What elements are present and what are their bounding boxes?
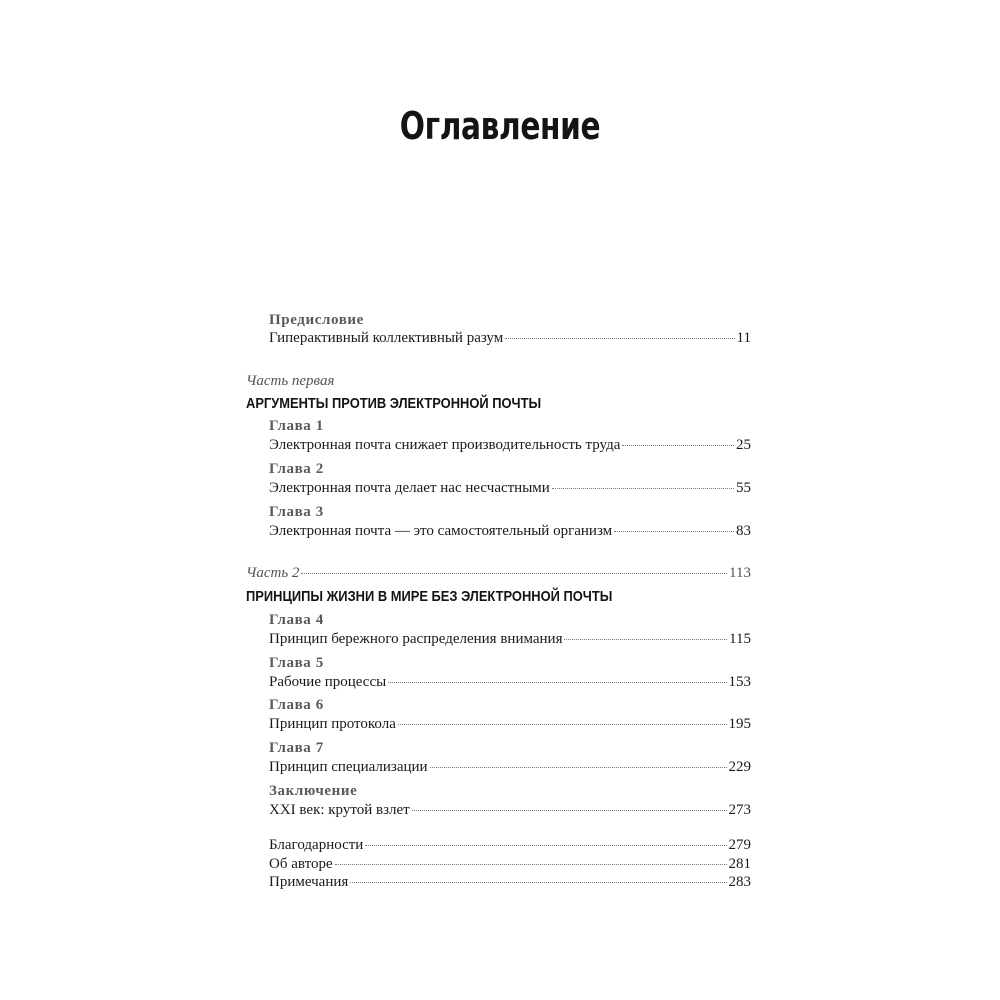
- dot-leader: [552, 488, 734, 489]
- toc-entry-chapter-6[interactable]: [269, 716, 751, 733]
- dot-leader: [412, 810, 727, 811]
- toc-entry-chapter-3[interactable]: [269, 523, 751, 540]
- toc-entry-chapter-2[interactable]: [269, 480, 751, 497]
- toc-entry-page: 229: [728, 759, 751, 775]
- toc-entry-page: 83: [736, 523, 751, 539]
- toc-entry-page: 279: [728, 837, 751, 853]
- toc-entry-title: Принцип протокола: [269, 716, 396, 732]
- toc-entry-page: 281: [728, 856, 751, 872]
- dot-leader: [388, 682, 726, 683]
- part2-heading: ПРИНЦИПЫ ЖИЗНИ В МИРЕ БЕЗ ЭЛЕКТРОННОЙ ПОЧТЫ: [246, 588, 613, 605]
- dot-leader: [614, 531, 734, 532]
- chapter-7-label: Глава 7: [269, 740, 324, 756]
- toc-entry-page: 113: [729, 565, 751, 581]
- toc-entry-page: 153: [728, 674, 751, 690]
- toc-entry-title: Принцип бережного распределения внимания: [269, 631, 563, 647]
- toc-entry-title: Примечания: [269, 874, 349, 890]
- toc-entry-title: Электронная почта делает нас несчастными: [269, 480, 550, 496]
- dot-leader: [622, 445, 734, 446]
- toc-entry-page: 195: [728, 716, 751, 732]
- toc-entry-page: 273: [728, 802, 751, 818]
- toc-entry-page: 11: [736, 330, 751, 346]
- chapter-3-label: Глава 3: [269, 504, 324, 520]
- dot-leader: [564, 639, 727, 640]
- toc-entry-chapter-4[interactable]: [269, 631, 751, 648]
- dot-leader: [301, 573, 727, 574]
- toc-entry-preface[interactable]: [269, 330, 751, 347]
- chapter-2-label: Глава 2: [269, 461, 324, 477]
- part1-label: Часть первая: [246, 373, 335, 389]
- toc-entry-page: 115: [729, 631, 751, 647]
- dot-leader: [505, 338, 734, 339]
- toc-entry-chapter-5[interactable]: [269, 674, 751, 691]
- toc-entry-page: 55: [736, 480, 751, 496]
- toc-entry-page: 25: [736, 437, 751, 453]
- dot-leader: [398, 724, 727, 725]
- toc-entry-acknowledgements[interactable]: [269, 837, 751, 854]
- chapter-1-label: Глава 1: [269, 418, 324, 434]
- toc-entry-page: 283: [728, 874, 751, 890]
- dot-leader: [335, 864, 727, 865]
- dot-leader: [365, 845, 726, 846]
- toc-entry-chapter-1[interactable]: [269, 437, 751, 454]
- toc-entry-chapter-7[interactable]: [269, 759, 751, 776]
- toc-entry-about-author[interactable]: [269, 856, 751, 873]
- toc-entry-conclusion[interactable]: [269, 802, 751, 819]
- chapter-6-label: Глава 6: [269, 697, 324, 713]
- toc-entry-title: Благодарности: [269, 837, 364, 853]
- toc-entry-title: Гиперактивный коллективный разум: [269, 330, 504, 346]
- preface-label: Предисловие: [269, 312, 364, 328]
- toc-entry-title: Электронная почта — это самостоятельный организм: [269, 523, 613, 539]
- dot-leader: [350, 882, 726, 883]
- toc-entry-title: Об авторе: [269, 856, 333, 872]
- toc-entry-title: Принцип специализации: [269, 759, 428, 775]
- toc-entry-title: Электронная почта снижает производительность труда: [269, 437, 621, 453]
- dot-leader: [430, 767, 727, 768]
- chapter-4-label: Глава 4: [269, 612, 324, 628]
- chapter-5-label: Глава 5: [269, 655, 324, 671]
- toc-entry-part2[interactable]: [246, 565, 751, 582]
- toc-entry-title: XXI век: крутой взлет: [269, 802, 410, 818]
- page-title: Оглавление: [399, 104, 601, 148]
- part2-label: Часть 2: [246, 565, 300, 581]
- conclusion-label: Заключение: [269, 783, 358, 799]
- toc-entry-notes[interactable]: [269, 874, 751, 891]
- part1-heading: АРГУМЕНТЫ ПРОТИВ ЭЛЕКТРОННОЙ ПОЧТЫ: [246, 395, 542, 412]
- toc-entry-title: Рабочие процессы: [269, 674, 387, 690]
